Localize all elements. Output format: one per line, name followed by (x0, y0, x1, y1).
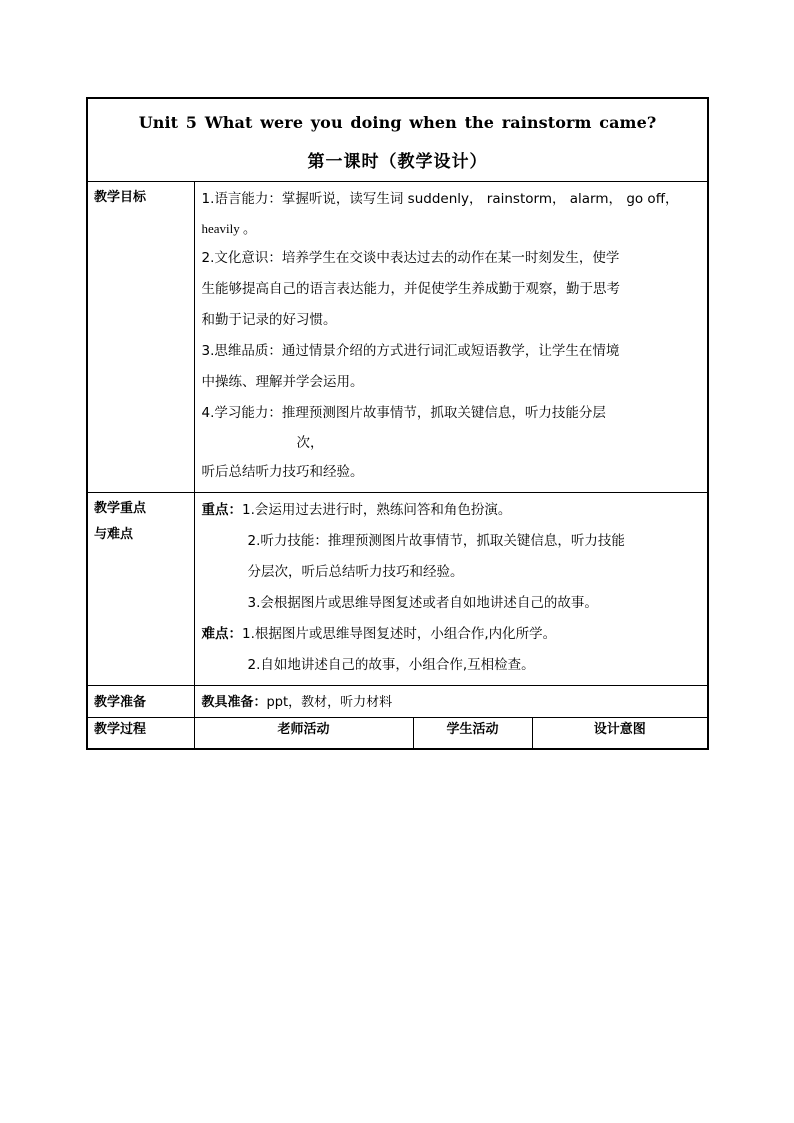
design-intent-header: 设计意图 (532, 718, 708, 750)
objective-line: 3.思维品质：通过情景介绍的方式进行词汇或短语教学，让学生在情境 (201, 343, 620, 359)
tools-label: 教具准备： (201, 695, 267, 710)
difficulty-line: 2.自如地讲述自己的故事，小组合作,互相检查。 (247, 657, 535, 673)
title-row (87, 98, 708, 182)
objectives-row (87, 182, 708, 493)
process-row (87, 718, 708, 750)
title-cell (87, 98, 708, 182)
key-points-label: 教学重点 与难点 (87, 493, 194, 686)
focus-line: 2.听力技能：推理预测图片故事情节，抓取关键信息，听力技能 (247, 533, 625, 549)
process-label: 教学过程 (87, 718, 194, 750)
lesson-plan-table (86, 97, 709, 750)
teacher-activity-header: 老师活动 (194, 718, 413, 750)
student-activity-header: 学生活动 (413, 718, 532, 750)
focus-line: 分层次，听后总结听力技巧和经验。 (247, 564, 464, 580)
objective-line: 和勤于记录的好习惯。 (201, 312, 337, 328)
objective-line: 生能够提高自己的语言表达能力，并促使学生养成勤于观察，勤于思考 (201, 281, 620, 297)
tools-value: ppt，教材，听力材料 (266, 695, 393, 710)
key-points-content (194, 493, 708, 686)
preparation-row (87, 686, 708, 718)
objective-line: 中操练、理解并学会运用。 (201, 374, 364, 390)
focus-label: 重点： (201, 502, 242, 518)
title-chinese: 第一课时（教学设计） (307, 152, 488, 172)
objective-line: 听后总结听力技巧和经验。 (201, 464, 364, 480)
objectives-label: 教学目标 (87, 182, 194, 493)
preparation-label: 教学准备 (87, 686, 194, 718)
key-points-row (87, 493, 708, 686)
objectives-content (194, 182, 708, 493)
preparation-content (194, 686, 708, 718)
difficulty-line: 难点：1.根据图片或思维导图复述时，小组合作,内化所学。 (201, 626, 557, 642)
objective-line: 2.文化意识：培养学生在交谈中表达过去的动作在某一时刻发生，使学 (201, 250, 620, 266)
objective-line: 次， (296, 435, 324, 451)
objective-line: heavily 。 (201, 221, 257, 236)
objective-line: 4.学习能力：推理预测图片故事情节，抓取关键信息，听力技能分层 (201, 405, 606, 421)
objective-line: 1.语言能力：掌握听说，读写生词 suddenly， rainstorm， alarm， go off， (201, 191, 679, 207)
difficulty-label: 难点： (201, 626, 242, 642)
focus-line: 重点：1.会运用过去进行时，熟练问答和角色扮演。 (201, 502, 512, 518)
title-english: Unit 5 What were you doing when the rainstorm came? (138, 113, 657, 132)
focus-line: 3.会根据图片或思维导图复述或者自如地讲述自己的故事。 (247, 595, 598, 611)
